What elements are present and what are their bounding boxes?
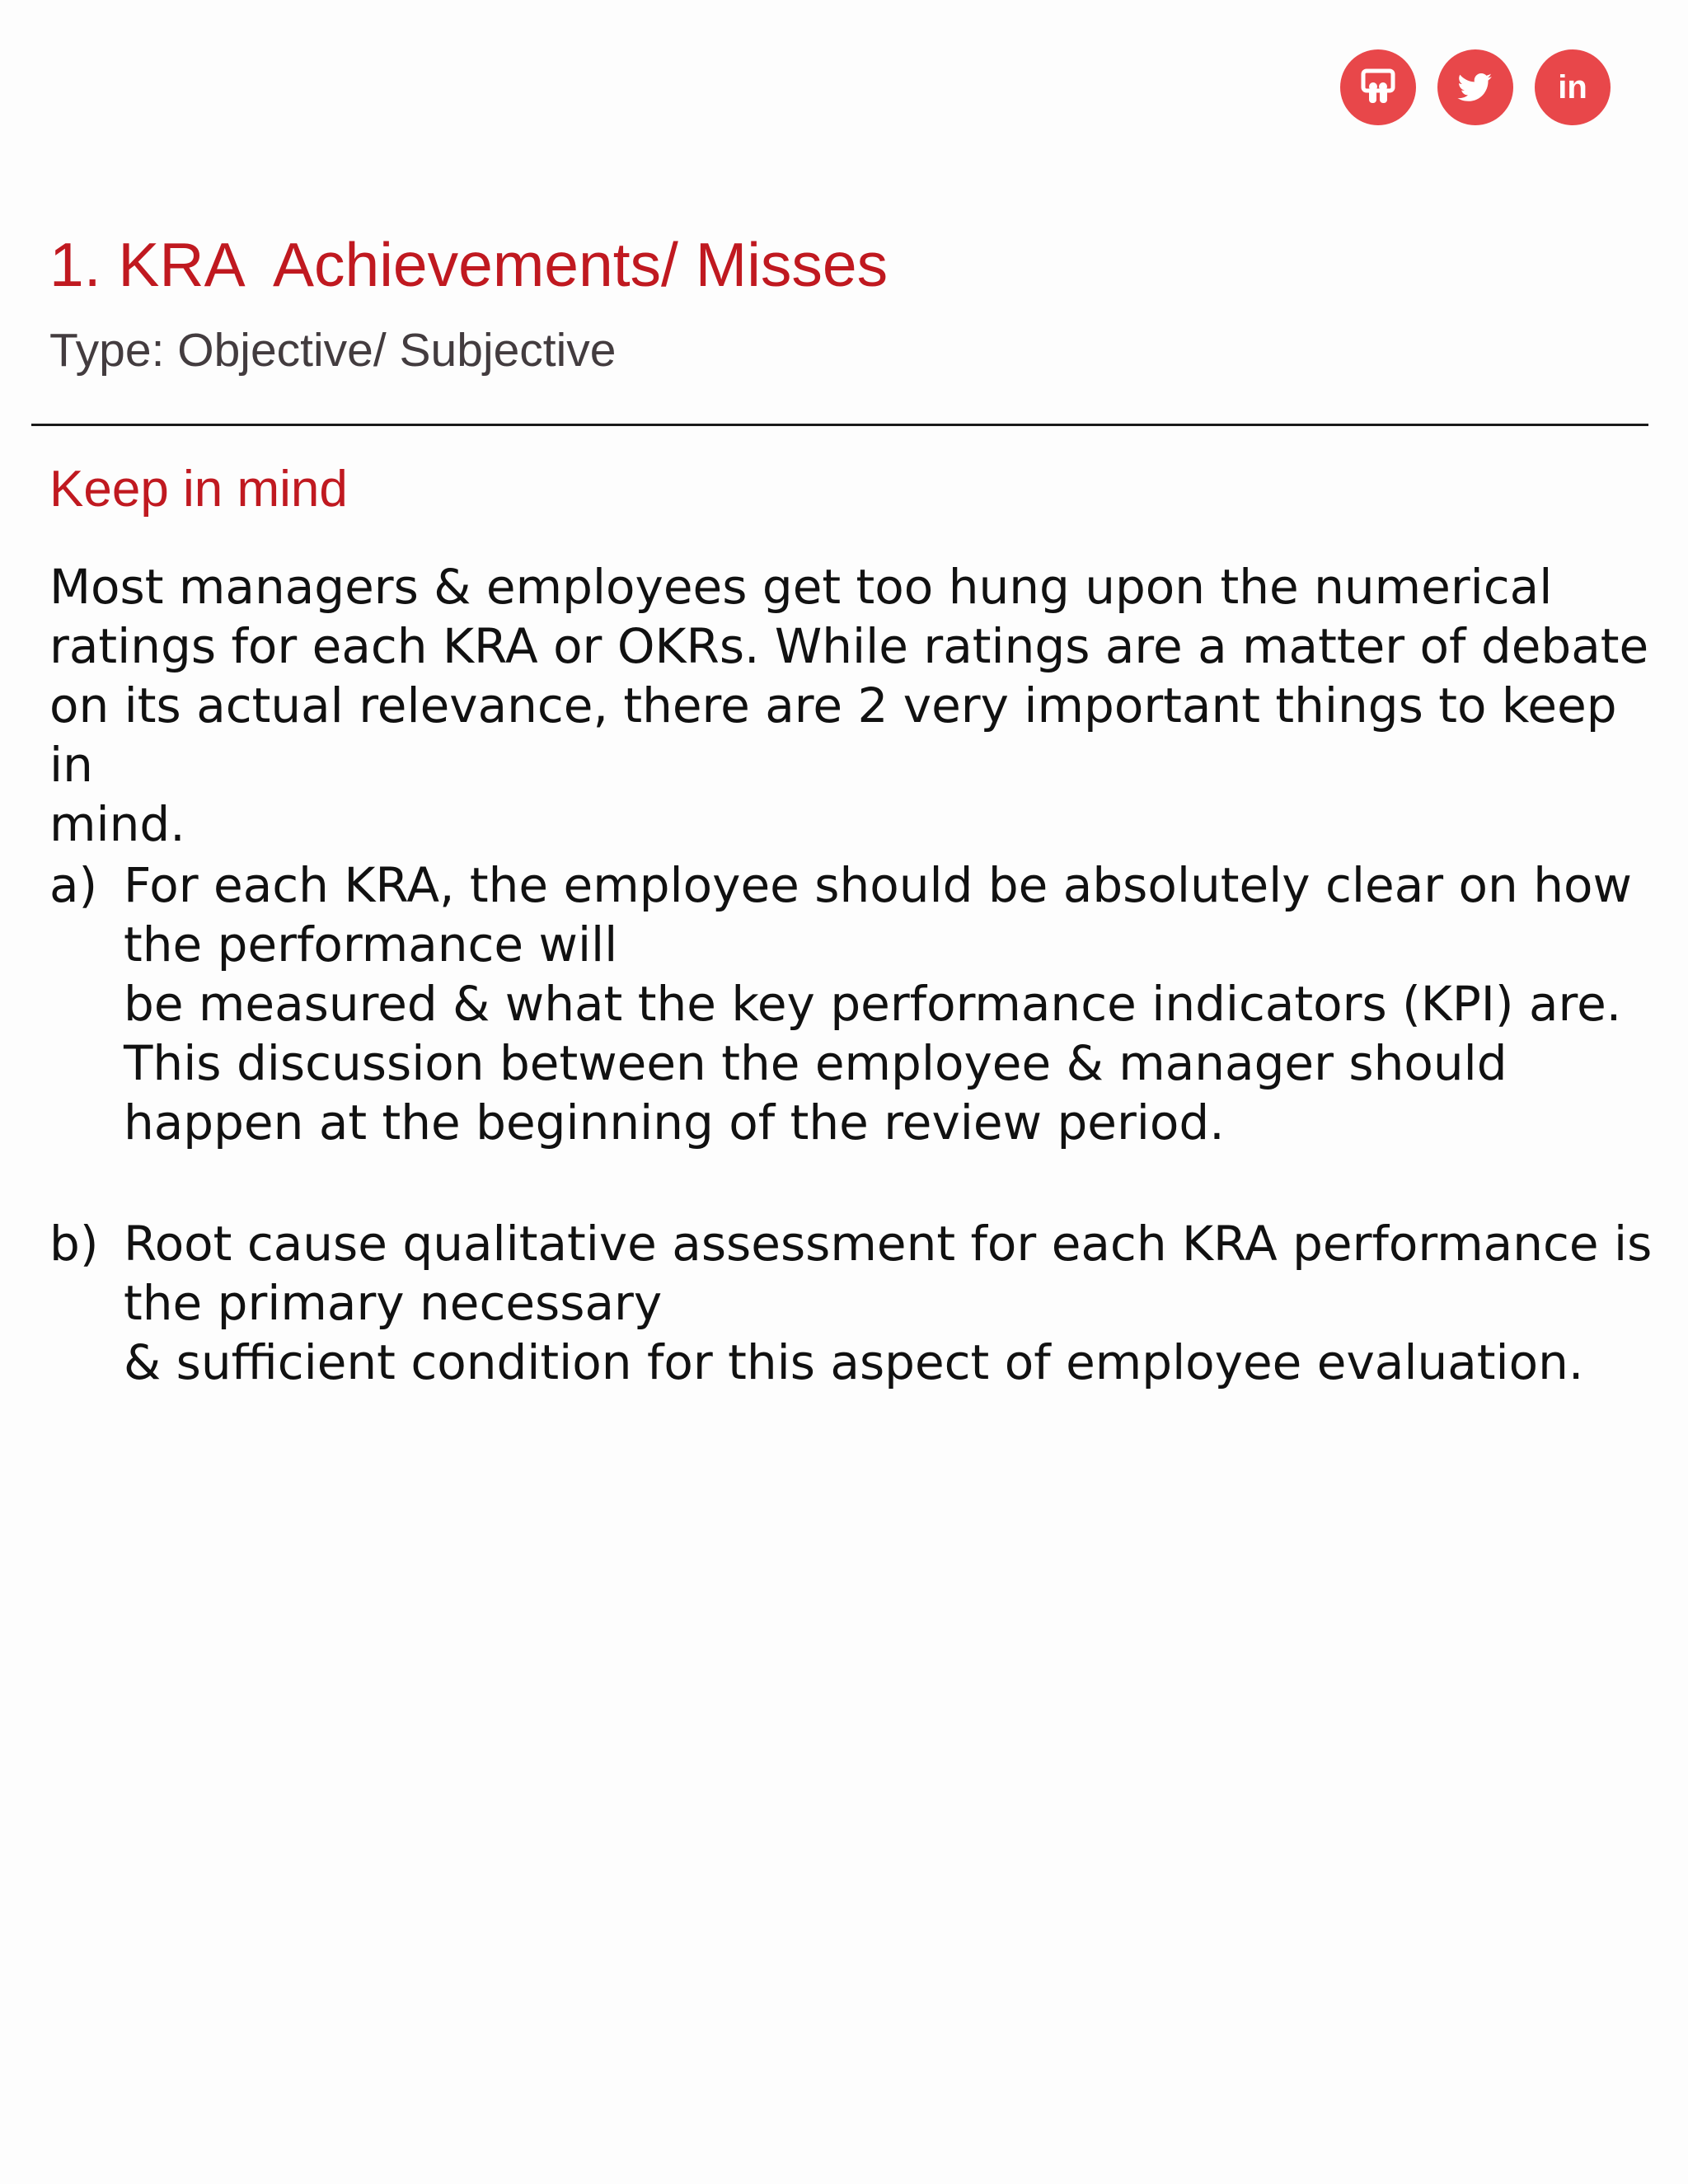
list-marker: b): [49, 1216, 99, 1272]
slideshare-button[interactable]: [1340, 49, 1416, 125]
divider: [31, 424, 1648, 426]
list-marker: a): [49, 857, 98, 913]
page-title: 1. KRA Achievements/ Misses: [49, 230, 889, 299]
intro-paragraph: Most managers & employees get too hung upon the numerical ratings for each KRA or OKRs. While ratings are a matter of debate on its actual relevance, there are 2 very important things to keep in mind.: [49, 559, 1649, 852]
linkedin-icon: [1550, 64, 1596, 110]
twitter-icon: [1452, 64, 1498, 110]
list-item-text: Root cause qualitative assessment for each KRA performance is the primary necessary & sufficient condition for this aspect of employee evaluation.: [124, 1216, 1653, 1390]
svg-text:in: in: [1558, 69, 1587, 105]
linkedin-button[interactable]: [1535, 49, 1611, 125]
type-subtitle: Type: Objective/ Subjective: [49, 324, 617, 377]
list-item-text: For each KRA, the employee should be absolutely clear on how the performance will be measured & what the key performance indicators (KPI) are. This discussion between the employee & manager should happen at the beginning of the review period.: [124, 857, 1632, 1151]
social-links: [1340, 49, 1611, 125]
slideshare-icon: [1355, 64, 1401, 110]
section-heading: Keep in mind: [49, 461, 348, 518]
twitter-button[interactable]: [1437, 49, 1513, 125]
